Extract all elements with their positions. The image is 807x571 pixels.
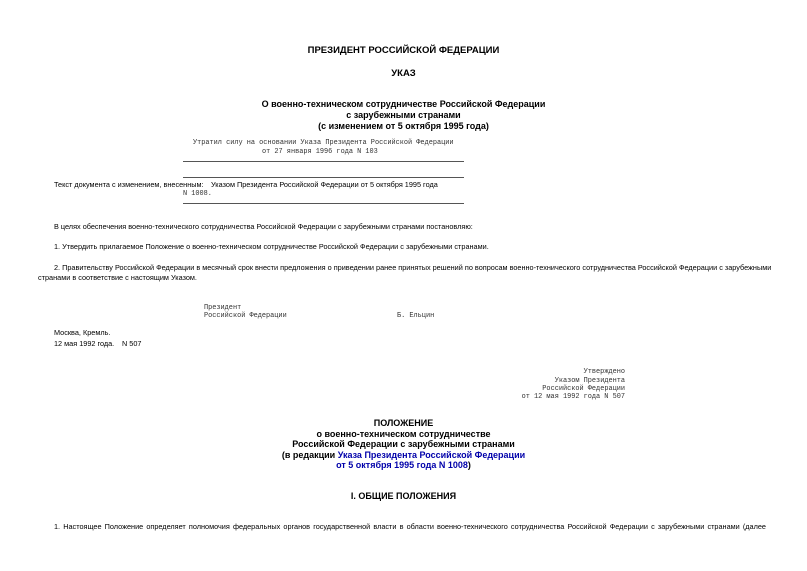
signature-name: Б. Ельцин bbox=[397, 312, 435, 320]
signature-role-line-1: Президент bbox=[204, 304, 242, 312]
amended-label: Текст документа с изменением, внесенным: bbox=[54, 180, 204, 189]
signature-number: N 507 bbox=[122, 339, 142, 348]
preamble: В целях обеспечения военно-технического сотрудничества Российской Федерации с зарубежными странами постановляю: bbox=[54, 222, 473, 231]
signature-role-line-2: Российской Федерации bbox=[204, 312, 287, 320]
amended-value: Указом Президента Российской Федерации от 5 октября 1995 года bbox=[211, 180, 438, 189]
regulation-edition-line-2 bbox=[0, 460, 807, 470]
edition-link-date[interactable]: от 5 октября 1995 года N 1008 bbox=[336, 460, 468, 470]
regulation-item-1: 1. Настоящее Положение определяет полномочия федеральных органов государственной власти в области военно-технического сотрудничества Российской Федерации с зарубежными странами (далее bbox=[54, 522, 766, 531]
lost-force-note-line-1: Утратил силу на основании Указа Президента Российской Федерации bbox=[193, 139, 454, 147]
divider bbox=[183, 161, 464, 162]
paragraph-2-line-2: странами в соответствие с настоящим Указом. bbox=[38, 273, 197, 282]
paragraph-1: 1. Утвердить прилагаемое Положение о военно-техническом сотрудничестве Российской Федерации с зарубежными странами. bbox=[54, 242, 489, 251]
approved-line-2: Указом Президента bbox=[554, 377, 625, 385]
signature-place: Москва, Кремль. bbox=[54, 328, 111, 337]
divider bbox=[183, 203, 464, 204]
approved-line-4: от 12 мая 1992 года N 507 bbox=[521, 393, 625, 401]
lost-force-note-line-2: от 27 января 1996 года N 103 bbox=[262, 148, 378, 156]
amended-number: N 1008. bbox=[183, 190, 212, 198]
edition-prefix: (в редакции bbox=[281, 450, 338, 460]
regulation-subtitle-line-2: Российской Федерации с зарубежными странами bbox=[292, 439, 515, 449]
decree-title-line-2: с зарубежными странами bbox=[346, 110, 461, 120]
regulation-edition-line-1 bbox=[0, 450, 807, 460]
edition-suffix: ) bbox=[467, 460, 471, 470]
decree-title-line-3: (с изменением от 5 октября 1995 года) bbox=[318, 121, 489, 131]
edition-link[interactable]: Указа Президента Российской Федерации bbox=[337, 450, 526, 460]
decree-heading: УКАЗ bbox=[391, 68, 416, 79]
section-heading: I. ОБЩИЕ ПОЛОЖЕНИЯ bbox=[350, 491, 457, 501]
regulation-title: ПОЛОЖЕНИЕ bbox=[373, 418, 434, 428]
decree-title-line-1: О военно-техническом сотрудничестве Российской Федерации bbox=[261, 99, 546, 109]
approved-line-3: Российской Федерации bbox=[542, 385, 625, 393]
president-heading: ПРЕЗИДЕНТ РОССИЙСКОЙ ФЕДЕРАЦИИ bbox=[307, 45, 500, 56]
paragraph-2-line-1: 2. Правительству Российской Федерации в месячный срок внести предложения о приведении ранее принятых решений по вопросам военно-технического сотрудничества Российской Федерации с зарубежными bbox=[54, 263, 772, 272]
approved-line-1: Утверждено bbox=[583, 368, 625, 376]
divider bbox=[183, 177, 464, 178]
regulation-subtitle-line-1: о военно-техническом сотрудничестве bbox=[316, 429, 491, 439]
signature-date: 12 мая 1992 года. bbox=[54, 339, 115, 348]
